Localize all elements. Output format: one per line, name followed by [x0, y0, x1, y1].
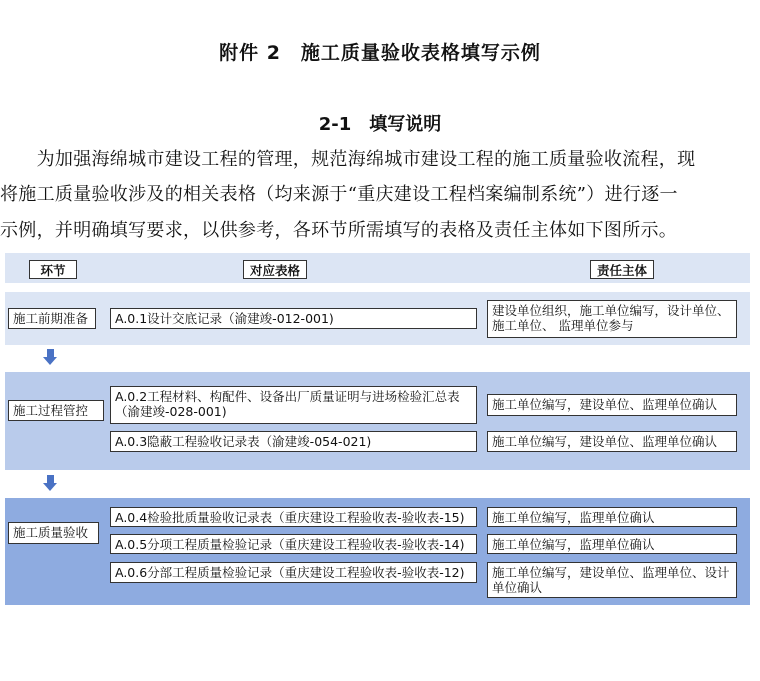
responsibility-box-a03: 施工单位编写，建设单位、监理单位确认 — [487, 431, 737, 452]
stage-band-process — [5, 372, 750, 470]
stage-label-process: 施工过程管控 — [8, 400, 104, 421]
form-box-a05: A.0.5分项工程质量检验记录（重庆建设工程验收表-验收表-14) — [110, 534, 477, 554]
responsibility-box-a01: 建设单位组织，施工单位编写，设计单位、施工单位、 监理单位参与 — [487, 300, 737, 338]
form-box-a02: A.0.2工程材料、构配件、设备出厂质量证明与进场检验汇总表（渝建竣-028-001) — [110, 386, 477, 424]
stage-label-preparation: 施工前期准备 — [8, 308, 96, 329]
document-title: 附件 2 施工质量验收表格填写示例 — [219, 42, 541, 64]
form-box-a03: A.0.3隐蔽工程验收记录表（渝建竣-054-021) — [110, 431, 477, 452]
form-box-a01: A.0.1设计交底记录（渝建竣-012-001) — [110, 308, 477, 329]
header-forms: 对应表格 — [243, 260, 307, 279]
responsibility-box-a06: 施工单位编写，建设单位、监理单位、设计单位确认 — [487, 562, 737, 598]
responsibility-box-a05: 施工单位编写，监理单位确认 — [487, 534, 737, 554]
form-box-a04: A.0.4检验批质量验收记录表（重庆建设工程验收表-验收表-15) — [110, 507, 477, 527]
stage-label-acceptance: 施工质量验收 — [8, 522, 99, 544]
paragraph-line-1: 为加强海绵城市建设工程的管理，规范海绵城市建设工程的施工质量验收流程，现 — [0, 149, 696, 170]
form-box-a06: A.0.6分部工程质量检验记录（重庆建设工程验收表-验收表-12) — [110, 562, 477, 583]
header-band — [5, 253, 750, 283]
section-title: 2-1 填写说明 — [318, 114, 442, 135]
responsibility-box-a04: 施工单位编写，监理单位确认 — [487, 507, 737, 527]
paragraph-line-2: 将施工质量验收涉及的相关表格（均来源于“重庆建设工程档案编制系统”）进行逐一 — [0, 184, 678, 205]
responsibility-box-a02: 施工单位编写，建设单位、监理单位确认 — [487, 394, 737, 416]
header-stage: 环节 — [29, 260, 77, 279]
stage-band-acceptance — [5, 498, 750, 605]
paragraph-line-3: 示例，并明确填写要求，以供参考，各环节所需填写的表格及责任主体如下图所示。 — [0, 220, 678, 241]
stage-band-preparation — [5, 292, 750, 345]
header-responsibility: 责任主体 — [590, 260, 654, 279]
